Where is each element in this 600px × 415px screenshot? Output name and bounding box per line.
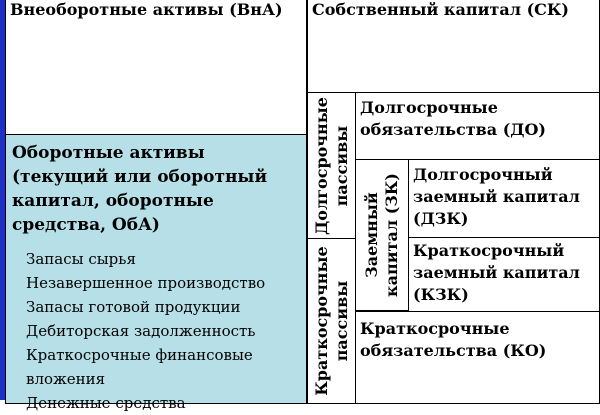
short-term-group-label: Краткосрочные пассивы [311, 246, 351, 396]
current-asset-item: Денежные средства [26, 394, 186, 412]
equity-title: Собственный капитал (СК) [312, 0, 569, 19]
current-asset-item: Запасы готовой продукции [26, 298, 241, 316]
long-term-debt-title: Долгосрочный заемный капитал (ДЗК) [413, 165, 580, 228]
non-current-assets-box [5, 0, 307, 135]
short-term-liabilities-title: Краткосрочные обязательства (КО) [360, 319, 547, 360]
current-assets-list [6, 247, 306, 415]
current-asset-item: Краткосрочные финансовые вложения [26, 346, 253, 388]
short-term-debt-title: Краткосрочный заемный капитал (КЗК) [413, 241, 580, 304]
non-current-assets-title: Внеоборотные активы (ВнА) [10, 0, 283, 19]
current-asset-item: Дебиторская задолженность [26, 322, 256, 340]
long-term-debt-box [408, 159, 600, 238]
long-term-group-label: Долгосрочные пассивы [311, 96, 351, 235]
borrowed-capital-label: Заемный капитал (ЗК) [362, 173, 401, 297]
long-term-liabilities-title: Долгосрочные обязательства (ДО) [360, 98, 546, 139]
current-asset-item: Незавершенное производство [26, 274, 266, 292]
short-term-liabilities-box [355, 311, 600, 404]
short-term-debt-box [408, 237, 600, 312]
equity-box [307, 0, 600, 93]
long-term-group-box [307, 92, 356, 239]
short-term-group-box [307, 238, 356, 404]
borrowed-capital-box [355, 159, 409, 311]
long-term-liabilities-box [355, 92, 600, 160]
current-assets-title: Оборотные активы (текущий или оборотный капитал, оборотные средства, ОбА) [12, 143, 268, 235]
current-assets-box [5, 134, 307, 412]
current-asset-item: Запасы сырья [26, 250, 136, 268]
